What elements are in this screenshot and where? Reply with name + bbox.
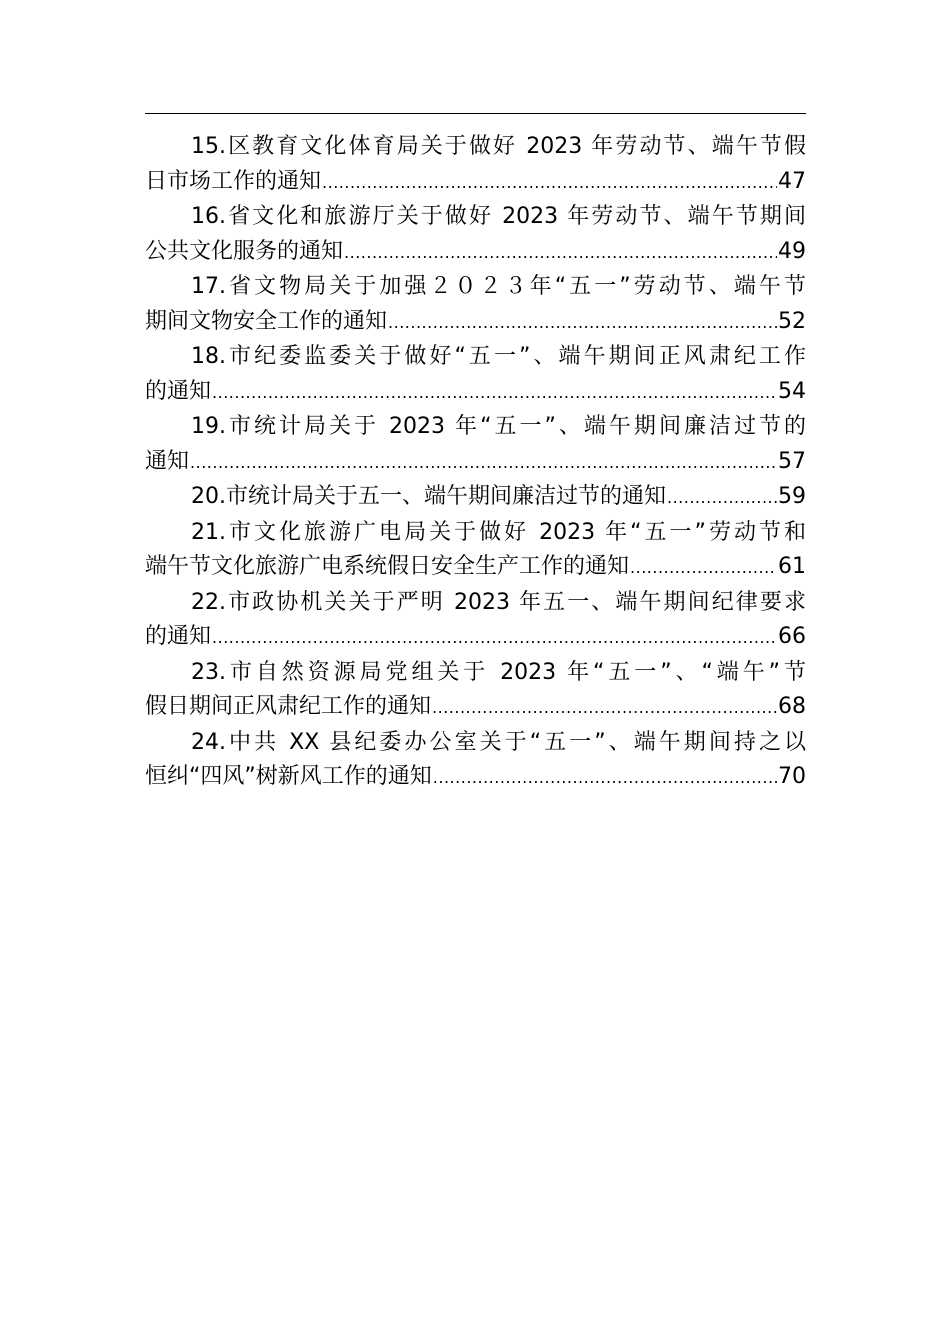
toc-entry-title: 21.市文化旅游广电局关于做好 2023 年“五一”劳动节和 xyxy=(191,519,806,545)
toc-entry-title: 19.市统计局关于 2023 年“五一”、端午期间廉洁过节的 xyxy=(191,414,806,439)
toc-entry-title: 15.区教育文化体育局关于做好 2023 年劳动节、端午节假 xyxy=(191,134,806,159)
dot-leader xyxy=(322,166,777,201)
toc-entry-20[interactable] xyxy=(145,480,806,516)
toc-entry-17[interactable] xyxy=(145,270,806,340)
dot-leader xyxy=(388,306,777,341)
toc-entry-title: 16.省文化和旅游厅关于做好 2023 年劳动节、端午节期间 xyxy=(191,204,806,229)
toc-page-number: 57 xyxy=(778,448,806,474)
toc-page-number: 70 xyxy=(778,764,806,789)
dot-leader xyxy=(212,621,777,656)
toc-entry-title: 22.市政协机关关于严明 2023 年五一、端午期间纪律要求 xyxy=(191,589,806,615)
toc-entry-title-cont: 通知 xyxy=(145,448,190,474)
toc-entry-title-cont: 日市场工作的通知 xyxy=(145,168,322,194)
toc-entry-title-cont: 期间文物安全工作的通知 xyxy=(145,308,388,334)
toc-entry-title: 24.中共 XX 县纪委办公室关于“五一”、端午期间持之以 xyxy=(191,729,806,755)
toc-entry-21[interactable] xyxy=(145,516,806,586)
toc-entry-23[interactable] xyxy=(145,656,806,726)
toc-page-number: 52 xyxy=(778,308,806,334)
toc-entry-18[interactable] xyxy=(145,340,806,410)
header-rule xyxy=(145,113,806,114)
toc-entry-title: 17.省文物局关于加强２０２３年“五一”劳动节、端午节 xyxy=(191,274,806,299)
toc-entry-19[interactable] xyxy=(145,410,806,480)
toc-page-number: 49 xyxy=(778,238,806,264)
toc-entry-title-cont: 公共文化服务的通知 xyxy=(145,238,344,264)
toc-entry-16[interactable] xyxy=(145,200,806,270)
toc-entry-24[interactable] xyxy=(145,726,806,796)
dot-leader xyxy=(344,236,777,271)
toc-entry-title: 23.市自然资源局党组关于 2023 年“五一”、“端午”节 xyxy=(191,659,806,685)
toc-page-number: 66 xyxy=(778,624,806,649)
dot-leader xyxy=(212,376,777,411)
dot-leader xyxy=(190,446,777,481)
toc-page-number: 61 xyxy=(778,554,806,579)
dot-leader xyxy=(432,691,777,726)
toc-entry-title-cont: 的通知 xyxy=(145,378,212,404)
table-of-contents xyxy=(145,130,806,796)
toc-entry-title-cont: 的通知 xyxy=(145,624,212,649)
toc-entry-title-cont: 恒纠“四风”树新风工作的通知 xyxy=(145,764,432,789)
toc-entry-22[interactable] xyxy=(145,586,806,656)
toc-page-number: 59 xyxy=(778,484,806,509)
dot-leader xyxy=(630,551,777,586)
toc-entry-title: 18.市纪委监委关于做好“五一”、端午期间正风肃纪工作 xyxy=(191,344,806,369)
toc-page-number: 68 xyxy=(778,694,806,719)
toc-page-number: 54 xyxy=(778,378,806,404)
toc-entry-15[interactable] xyxy=(145,130,806,200)
toc-page-number: 47 xyxy=(778,168,806,194)
dot-leader xyxy=(433,761,777,796)
toc-entry-title: 20.市统计局关于五一、端午期间廉洁过节的通知 xyxy=(191,484,666,509)
dot-leader xyxy=(667,481,777,516)
toc-entry-title-cont: 假日期间正风肃纪工作的通知 xyxy=(145,694,432,719)
toc-entry-title-cont: 端午节文化旅游广电系统假日安全生产工作的通知 xyxy=(145,554,630,579)
